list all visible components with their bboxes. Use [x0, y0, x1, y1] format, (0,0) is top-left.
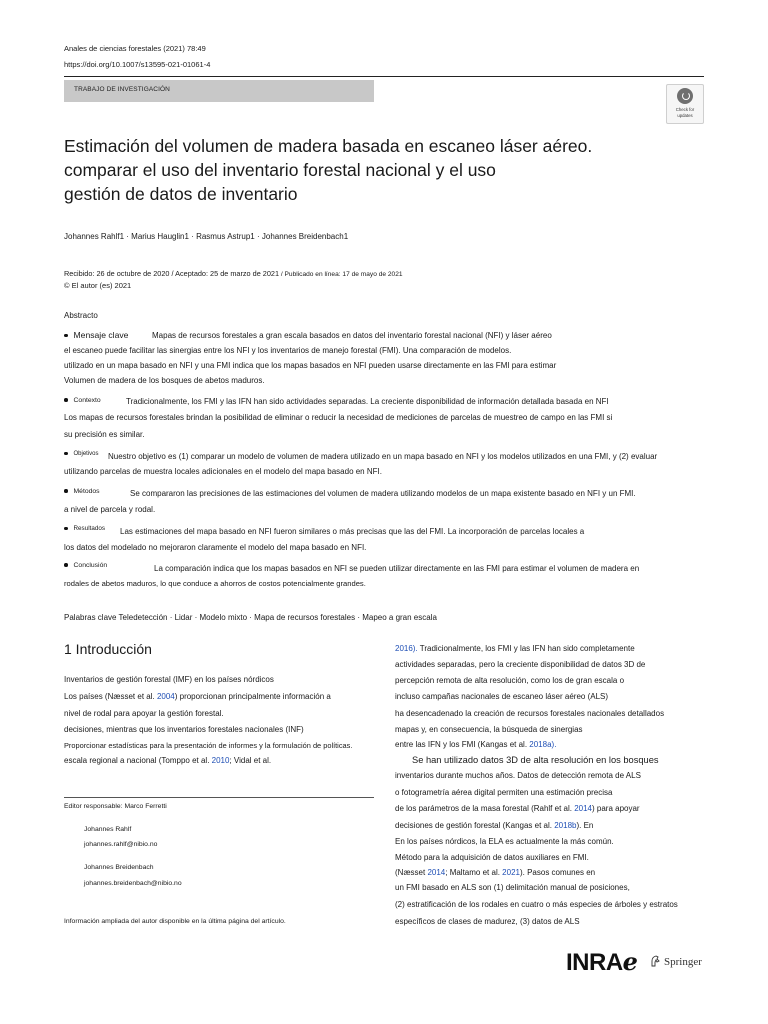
citation-link[interactable]: 2014	[574, 804, 592, 813]
citation-link[interactable]: 2016).	[395, 644, 418, 653]
key-message-label-text: Mensaje clave	[73, 330, 129, 340]
correspondence-email[interactable]: johannes.rahlf@nibio.no	[84, 841, 158, 848]
body-line: de los parámetros de la masa forestal (Rahlf et al. 2014) para apoyar	[395, 804, 640, 813]
conclusion-label	[64, 562, 107, 569]
body-line: nivel de rodal para apoyar la gestión forestal.	[64, 709, 224, 718]
header-rule	[64, 76, 704, 77]
springer-horse-icon	[650, 955, 660, 967]
body-line: decisiones, mientras que los inventarios forestales nacionales (INF)	[64, 725, 304, 734]
paper-title-line-3: gestión de datos de inventario	[64, 184, 298, 204]
check-for-updates-badge[interactable]	[666, 84, 704, 124]
methods-label	[64, 488, 100, 495]
received-accepted-dates: Recibido: 26 de octubre de 2020 / Aceptado: 25 de marzo de 2021	[64, 269, 280, 278]
methods-line: a nivel de parcela y rodal.	[64, 505, 156, 514]
correspondence-email[interactable]: johannes.breidenbach@nibio.no	[84, 880, 182, 887]
objectives-label	[64, 451, 99, 457]
methods-label-text: Métodos	[73, 488, 100, 495]
body-line: 2016). Tradicionalmente, los FMI y las IFN han sido completamente	[395, 644, 635, 653]
body-line: En los países nórdicos, la ELA es actualmente la más común.	[395, 837, 614, 846]
paper-title-line-1: Estimación del volumen de madera basada en escaneo láser aéreo.	[64, 136, 593, 156]
body-line: percepción remota de alta resolución, como los de gran escala o	[395, 676, 625, 685]
conclusion-label-text: Conclusión	[73, 562, 108, 569]
body-line: (Næsset 2014; Maltamo et al. 2021). Pasos comunes en	[395, 868, 596, 877]
article-type-bar	[64, 80, 374, 102]
context-line: Tradicionalmente, los FMI y las IFN han sido actividades separadas. La creciente disponibilidad de información detallada basada en NFI	[126, 397, 609, 406]
body-line: o fotogrametría aérea digital permiten una estimación precisa	[395, 788, 613, 797]
key-message-line: el escaneo puede facilitar las sinergias entre los NFI y los inventarios de manejo forestal (FMI). Una comparación de modelos.	[64, 346, 512, 355]
springer-logo	[650, 955, 702, 968]
body-line: un FMI basado en ALS son (1) delimitación manual de posiciones,	[395, 883, 630, 892]
body-line: Proporcionar estadísticas para la presentación de informes y la formulación de políticas.	[64, 741, 353, 750]
context-label-text: Contexto	[73, 397, 101, 404]
author-info-note: Información ampliada del autor disponible en la última página del artículo.	[64, 918, 286, 925]
objectives-line: utilizando parcelas de muestra locales adicionales en el modelo del mapa basado en NFI.	[64, 467, 382, 476]
doi-link[interactable]: https://doi.org/10.1007/s13595-021-01061-4	[64, 60, 211, 69]
badge-text-1: Check for	[675, 107, 695, 112]
citation-link[interactable]: 2018b	[554, 821, 577, 830]
body-line: Inventarios de gestión forestal (IMF) en los países nórdicos	[64, 675, 274, 684]
results-label-text: Resultados	[73, 525, 106, 532]
body-line: ha desencadenado la creación de recursos forestales nacionales detallados	[395, 709, 665, 718]
correspondence-name: Johannes Rahlf	[84, 826, 132, 833]
bullet-icon	[64, 398, 68, 402]
springer-logo-text: Springer	[664, 956, 702, 968]
keywords: Palabras clave Teledetección · Lidar · Modelo mixto · Mapa de recursos forestales · Mapeo a gran escala	[64, 613, 437, 622]
section-heading: 1 Introducción	[64, 641, 152, 657]
citation-link[interactable]: 2010	[211, 756, 230, 765]
body-line: actividades separadas, pero la creciente disponibilidad de datos 3D de	[395, 660, 646, 669]
article-type-label: TRABAJO DE INVESTIGACIÓN	[74, 86, 170, 93]
citation-link[interactable]: 2018a).	[529, 740, 557, 749]
correspondence-name: Johannes Breidenbach	[84, 864, 154, 871]
conclusion-line: La comparación indica que los mapas basados en NFI se pueden utilizar directamente en las FMI para estimar el volumen de madera en	[154, 564, 640, 573]
body-line: específicos de clases de madurez, (3) datos de ALS	[395, 917, 580, 926]
body-line: escala regional a nacional (Tomppo et al. 2010; Vidal et al.	[64, 756, 272, 765]
update-icon	[677, 88, 693, 104]
methods-line: Se compararon las precisiones de las estimaciones del volumen de madera utilizando modelos de un mapa existente basado en NFI y un FMI.	[130, 489, 636, 498]
citation-link[interactable]: 2014	[427, 868, 446, 877]
editor-note: Editor responsable: Marco Ferretti	[64, 803, 167, 810]
body-line: (2) estratificación de los rodales en cuatro o más especies de árboles y estratos	[395, 900, 678, 909]
journal-citation: Anales de ciencias forestales (2021) 78:49	[64, 44, 206, 53]
article-dates	[64, 269, 403, 278]
bullet-icon	[64, 334, 68, 338]
inrae-logo: INRAℯ	[566, 949, 638, 976]
abstract-heading: Abstracto	[64, 311, 98, 320]
objectives-label-text: Objetivos	[73, 451, 99, 457]
key-message-line: Volumen de madera de los bosques de abetos maduros.	[64, 376, 265, 385]
results-line: los datos del modelado no mejoraron claramente el modelo del mapa basado en NFI.	[64, 543, 367, 552]
context-line: su precisión es similar.	[64, 430, 145, 439]
footnote-rule	[64, 797, 374, 798]
results-line: Las estimaciones del mapa basado en NFI fueron similares o más precisas que las del FMI. La incorporación de parcelas locales a	[120, 527, 585, 536]
body-line: mapas y, en consecuencia, la búsqueda de sinergias	[395, 725, 583, 734]
context-line: Los mapas de recursos forestales brindan la posibilidad de eliminar o reducir la necesidad de mediciones de parcelas de muestreo de campo en las FMI si	[64, 413, 613, 422]
bullet-icon	[64, 452, 68, 456]
conclusion-line: rodales de abetos maduros, lo que conduce a ahorros de costos potencialmente grandes.	[64, 579, 366, 588]
copyright: © El autor (es) 2021	[64, 281, 132, 290]
bullet-icon	[64, 563, 68, 567]
citation-link[interactable]: 2021	[502, 868, 520, 877]
results-label	[64, 525, 105, 532]
body-line: Método para la adquisición de datos auxiliares en FMI.	[395, 853, 589, 862]
body-line: entre las IFN y los FMI (Kangas et al. 2018a).	[395, 740, 557, 749]
objectives-line: Nuestro objetivo es (1) comparar un modelo de volumen de madera utilizado en un mapa basado en NFI y los modelos utilizados en una FMI, y (2) evaluar	[108, 452, 658, 461]
badge-text-2: updates	[677, 113, 693, 118]
body-line: Se han utilizado datos 3D de alta resolución en los bosques	[412, 755, 659, 765]
key-message-line: utilizado en un mapa basado en NFI y una FMI indica que los mapas basados en NFI pueden usarse directamente en las FMI para estimar	[64, 361, 557, 370]
paper-title-line-2: comparar el uso del inventario forestal nacional y el uso	[64, 160, 496, 180]
body-line: incluso campañas nacionales de escaneo láser aéreo (ALS)	[395, 692, 609, 701]
author-list: Johannes Rahlf1 · Marius Hauglin1 · Rasmus Astrup1 · Johannes Breidenbach1	[64, 232, 349, 241]
online-date: / Publicado en línea: 17 de mayo de 2021	[279, 271, 403, 278]
citation-link[interactable]: 2004	[156, 692, 175, 701]
body-line: decisiones de gestión forestal (Kangas et al. 2018b). En	[395, 821, 594, 830]
body-line: inventarios durante muchos años. Datos de detección remota de ALS	[395, 771, 641, 780]
key-message-label	[64, 330, 128, 340]
bullet-icon	[64, 527, 68, 531]
context-label	[64, 397, 101, 404]
bullet-icon	[64, 489, 68, 493]
key-message-line: Mapas de recursos forestales a gran escala basados en datos del inventario forestal nacional (NFI) y láser aéreo	[152, 331, 552, 340]
body-line: Los países (Næsset et al. 2004) proporcionan principalmente información a	[64, 692, 331, 701]
